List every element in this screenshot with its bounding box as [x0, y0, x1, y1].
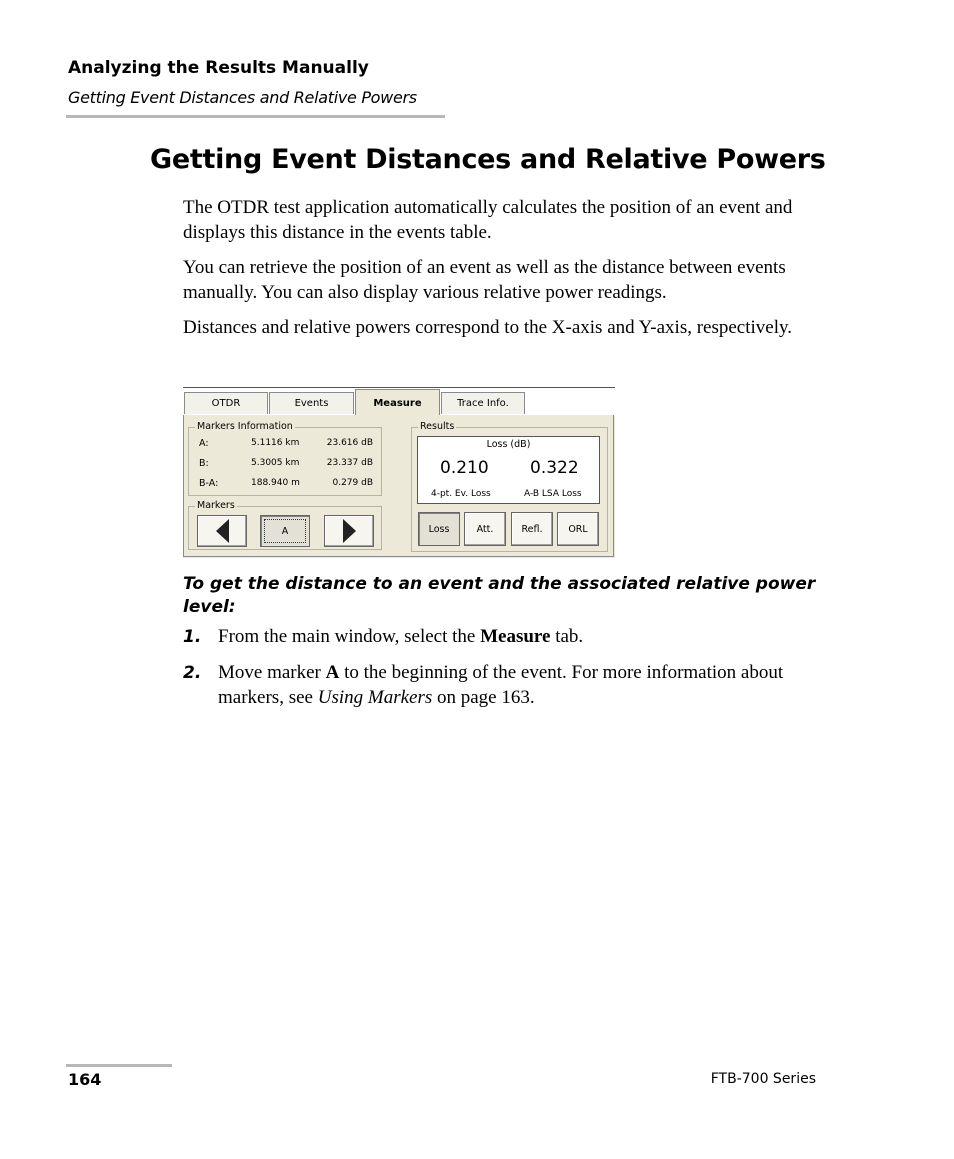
marker-right-button[interactable]	[324, 515, 374, 547]
step-1-bold: Measure	[480, 626, 551, 647]
measure-tab-screenshot	[183, 387, 615, 558]
page-number: 164	[68, 1070, 102, 1089]
results-display	[417, 436, 600, 504]
marker-row-a	[199, 438, 375, 449]
step-number-2: 2.	[183, 663, 202, 683]
page-title: Getting Event Distances and Relative Powers	[150, 144, 826, 175]
marker-left-button[interactable]	[197, 515, 247, 547]
step-text-1	[218, 624, 828, 649]
results-group	[411, 421, 608, 552]
step-1-text-before: From the main window, select the	[218, 626, 481, 647]
procedure-heading: To get the distance to an event and the associated relative power level:	[183, 574, 816, 617]
marker-name: B-A:	[199, 478, 219, 489]
marker-a-label: A	[264, 519, 306, 543]
markers-group	[188, 500, 382, 550]
header-rule	[66, 115, 445, 118]
step-number-1: 1.	[183, 627, 202, 647]
running-header-section: Getting Event Distances and Relative Powers	[68, 88, 417, 107]
tab-body	[183, 415, 614, 557]
result-value-2: 0.322	[530, 458, 579, 478]
product-series: FTB-700 Series	[710, 1071, 816, 1087]
result-caption-2: A-B LSA Loss	[524, 489, 582, 499]
intro-paragraph-1: The OTDR test application automatically calculates the position of an event and displays this distance in the events table.	[183, 197, 793, 243]
marker-distance: 188.940 m	[251, 478, 300, 488]
intro-paragraph-3: Distances and relative powers correspond to the X-axis and Y-axis, respectively.	[183, 317, 793, 338]
markers-information-label: Markers Information	[197, 421, 293, 432]
step-2-text-before: Move marker	[218, 662, 326, 683]
results-label: Results	[420, 421, 455, 432]
marker-name: A:	[199, 438, 209, 449]
intro-paragraph-2: You can retrieve the position of an event as well as the distance between events manually. You can also display various relative power readings.	[183, 257, 786, 303]
orl-button[interactable]: ORL	[557, 512, 599, 546]
tab-measure[interactable]: Measure	[355, 389, 440, 417]
marker-distance: 5.3005 km	[251, 458, 300, 468]
result-value-1: 0.210	[440, 458, 489, 478]
step-2-text-tail: on page 163.	[432, 687, 535, 708]
marker-row-b	[199, 458, 375, 469]
markers-information-group	[188, 421, 382, 496]
step-text-2	[218, 660, 828, 710]
marker-power: 0.279 dB	[332, 478, 373, 488]
results-heading: Loss (dB)	[486, 439, 531, 450]
refl-button[interactable]: Refl.	[511, 512, 553, 546]
marker-power: 23.616 dB	[326, 438, 373, 448]
result-caption-1: 4-pt. Ev. Loss	[431, 489, 491, 499]
tab-events[interactable]: Events	[269, 392, 354, 414]
step-2-text-after: to the beginning of the event. For more information about markers, see	[218, 662, 784, 708]
tab-strip	[183, 388, 615, 416]
arrow-right-icon	[343, 519, 356, 543]
marker-distance: 5.1116 km	[251, 438, 300, 448]
marker-power: 23.337 dB	[326, 458, 373, 468]
tab-otdr[interactable]: OTDR	[184, 392, 268, 414]
tab-trace-info[interactable]: Trace Info.	[441, 392, 525, 414]
markers-label: Markers	[197, 500, 235, 511]
att-button[interactable]: Att.	[464, 512, 506, 546]
step-1-text-after: tab.	[550, 626, 584, 647]
step-2-bold: A	[325, 662, 340, 683]
step-2-cross-reference[interactable]: Using Markers	[317, 687, 433, 708]
arrow-left-icon	[216, 519, 229, 543]
loss-button[interactable]: Loss	[418, 512, 460, 546]
marker-row-b-minus-a	[199, 478, 375, 489]
marker-name: B:	[199, 458, 209, 469]
marker-a-button[interactable]	[260, 515, 310, 547]
running-header-chapter: Analyzing the Results Manually	[68, 58, 369, 78]
footer-rule	[66, 1064, 172, 1067]
